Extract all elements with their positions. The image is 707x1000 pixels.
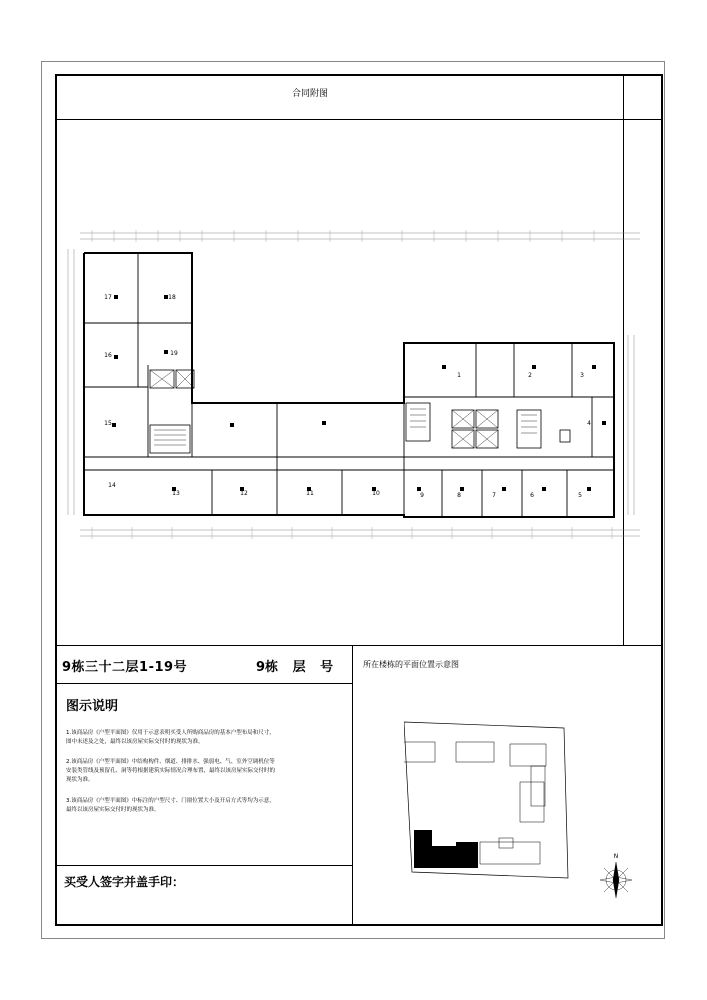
unit-number-9: 9 (420, 492, 424, 499)
unit-number-8: 8 (457, 492, 461, 499)
unit-number-1: 1 (457, 372, 461, 379)
legend-note-1: 1.该商品房《户型平面图》仅用于示意表明买受人所购商品房的基本户型布局和尺寸，图中未述及之处，最终以该房屋实际交付时的现状为准。 (66, 730, 275, 745)
unit-number-2: 2 (528, 372, 532, 379)
legend-title: 图示说明 (66, 699, 119, 714)
unit-number-12: 12 (240, 490, 248, 497)
site-plan-drawing (404, 712, 634, 912)
unit-number-11: 11 (306, 490, 314, 497)
title-divider (55, 119, 663, 120)
unit-number-18: 18 (168, 294, 176, 301)
unit-number-16: 16 (104, 352, 112, 359)
legend-note-2: 2.该商品房《户型平面图》中结构构件、烟道、排排水、强弱电、气、室外空调机位等安装类管线及预留孔、洞等将根据建筑实际情况合理布置，最终以该房屋实际交付时的现状为准。 (66, 759, 276, 783)
unit-number-10: 10 (372, 490, 380, 497)
plan-divider (55, 645, 663, 646)
info-divider (55, 683, 352, 684)
unit-number-15: 15 (104, 420, 112, 427)
unit-number-5: 5 (578, 492, 582, 499)
unit-number-6: 6 (530, 492, 534, 499)
floor-plan-drawing (62, 225, 644, 545)
unit-label: 9栋三十二层1-19号 (62, 660, 188, 675)
unit-number-19: 19 (170, 350, 178, 357)
legend-note-3: 3.该商品房《户型平面图》中标注的户型尺寸、门窗位置大小及开启方式等均为示意，最终以该房屋实际交付时的现状为准。 (66, 798, 275, 813)
building-floor-label: 9栋 层 号 (256, 660, 334, 675)
unit-number-7: 7 (492, 492, 496, 499)
unit-number-3: 3 (580, 372, 584, 379)
unit-number-13: 13 (172, 490, 180, 497)
unit-number-17: 17 (104, 294, 112, 301)
info-column-divider (352, 645, 353, 926)
signature-label: 买受人签字并盖手印： (64, 875, 185, 889)
unit-number-4: 4 (587, 420, 591, 427)
signature-divider (55, 865, 352, 866)
north-label: N (613, 853, 619, 860)
siteplan-caption: 所在楼栋的平面位置示意图 (363, 660, 459, 669)
page-title: 合同附图 (291, 89, 328, 99)
unit-number-14: 14 (108, 482, 116, 489)
